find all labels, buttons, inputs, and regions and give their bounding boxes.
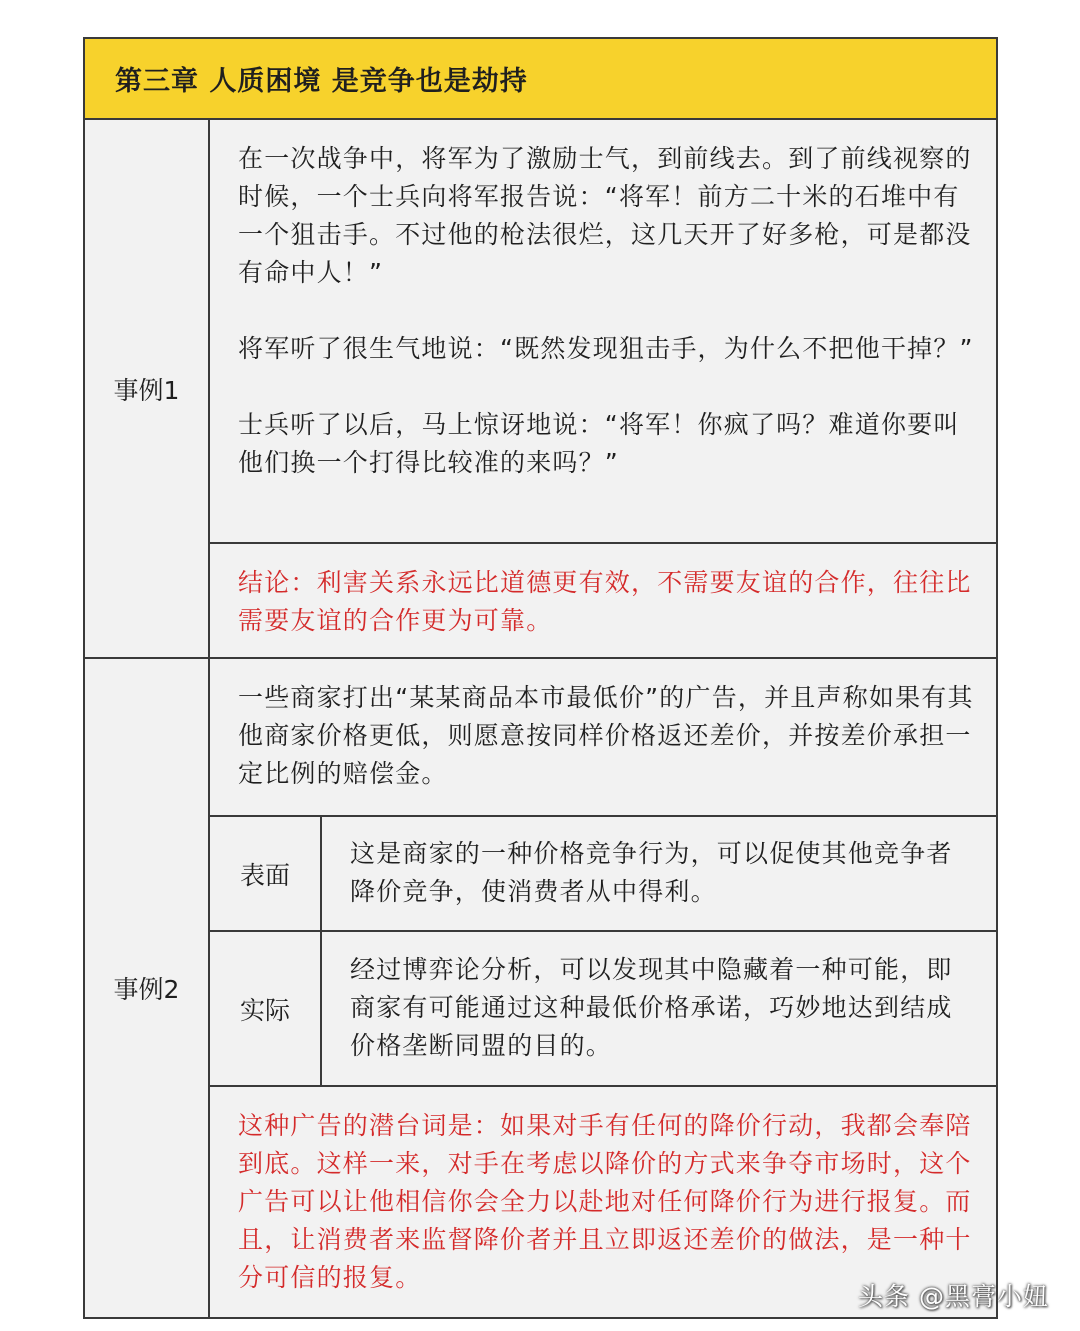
- surface-label: 表面: [210, 817, 322, 932]
- actual-text: 经过博弈论分析，可以发现其中隐藏着一种可能，即商家有可能通过这种最低价格承诺，巧妙地达到结成价格垄断同盟的目的。: [322, 932, 998, 1087]
- case2-label: 事例2: [85, 659, 210, 1317]
- actual-label: 实际: [210, 932, 322, 1087]
- chapter-table: [83, 37, 998, 1319]
- case1-story: [210, 120, 998, 544]
- chapter-title: 第三章 人质困境 是竞争也是劫持: [85, 39, 996, 120]
- case2-conclusion: 这种广告的潜台词是：如果对手有任何的降价行动，我都会奉陪到底。这样一来，对手在考虑以降价的方式来争夺市场时，这个广告可以让他相信你会全力以赴地对任何降价行为进行报复。而且，让消费者来监督降价者并且立即返还差价的做法，是一种十分可信的报复。: [238, 1111, 972, 1292]
- surface-text: 这是商家的一种价格竞争行为，可以促使其他竞争者降价竞争，使消费者从中得利。: [322, 817, 998, 932]
- watermark: 头条 @黑膏小妞: [858, 1282, 1049, 1311]
- case1-conclusion: 结论：利害关系永远比道德更有效，不需要友谊的合作，往往比需要友谊的合作更为可靠。: [210, 544, 998, 659]
- story-paragraph: 在一次战争中，将军为了激励士气，到前线去。到了前线视察的时候，一个士兵向将军报告说：“将军！前方二十米的石堆中有一个狙击手。不过他的枪法很烂，这几天开了好多枪，可是都没有命中人！”: [238, 144, 972, 287]
- story-paragraph: 士兵听了以后，马上惊讶地说：“将军！你疯了吗？难道你要叫他们换一个打得比较准的来吗？”: [238, 410, 960, 477]
- case1-label: 事例1: [85, 120, 210, 659]
- case2-intro: 一些商家打出“某某商品本市最低价”的广告，并且声称如果有其他商家价格更低，则愿意按同样价格返还差价，并按差价承担一定比例的赔偿金。: [210, 659, 998, 817]
- story-paragraph: 将军听了很生气地说：“既然发现狙击手，为什么不把他干掉？”: [238, 334, 974, 363]
